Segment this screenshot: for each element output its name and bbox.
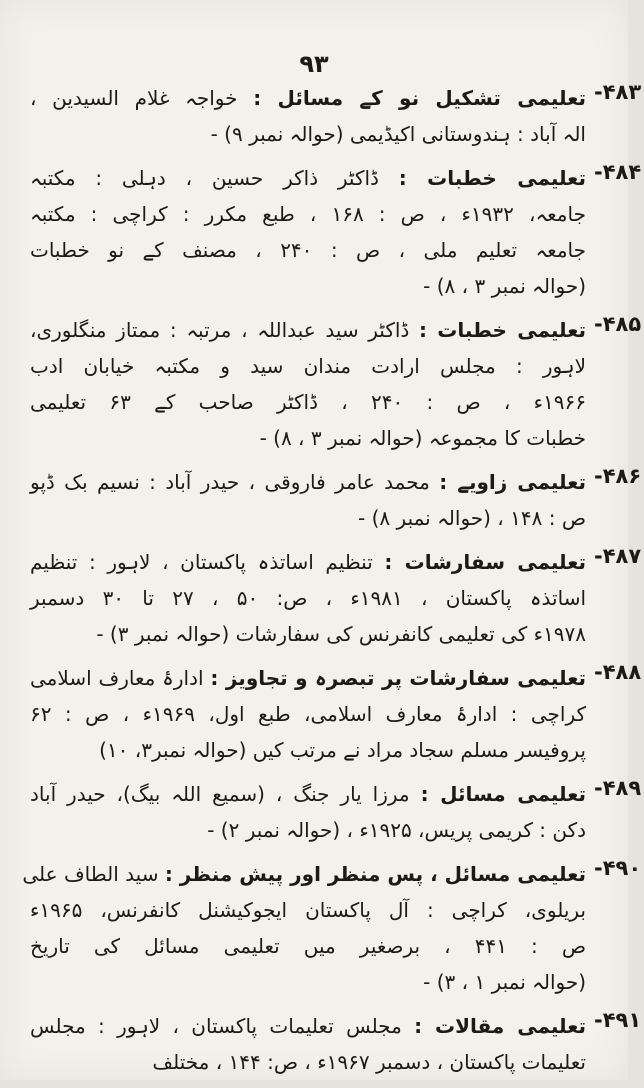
entry-text: مرزا یار جنگ ، (سمیع اللہ بیگ)، حیدر آباد	[30, 782, 421, 806]
entry-line	[30, 892, 586, 928]
bibliography-entry	[22, 856, 642, 1000]
entry-line	[30, 812, 586, 848]
bibliography-entry	[30, 464, 642, 536]
entry-line	[30, 696, 586, 732]
entry-line	[30, 616, 586, 652]
entry-title: تعلیمی سفارشات :	[384, 550, 586, 574]
entry-line	[22, 856, 586, 892]
entry-text: ص : ۴۴۱ ، برصغیر میں تعلیمی مسائل کی تاریخ	[30, 934, 587, 958]
bibliography-entry	[30, 660, 642, 768]
entry-text: اساتذہ پاکستان ، ۱۹۸۱ء ، ص: ۵۰ ، ۲۷ تا ۳۰ دسمبر	[30, 586, 587, 610]
entry-line	[30, 268, 586, 304]
entry-text: الہ آباد : ہندوستانی اکیڈیمی (حوالہ نمبر ۹) -	[210, 122, 586, 146]
entry-text: جامعہ، ۱۹۳۲ء ، ص : ۱۶۸ ، طبع مکرر : کراچی : مکتبہ	[30, 202, 586, 226]
entry-text: خواجہ غلام السیدین ،	[30, 86, 254, 110]
bibliography-entry	[30, 80, 642, 152]
entry-number: ۴۸۳-	[594, 80, 642, 104]
entry-line	[30, 384, 586, 420]
entry-text: ڈاکٹر ذاکر حسین ، دہلی : مکتبہ	[30, 166, 399, 190]
page-number: ۹۳	[299, 50, 329, 78]
entry-line	[30, 732, 586, 768]
entry-title: تعلیمی خطبات :	[419, 318, 586, 342]
entry-line	[30, 348, 586, 384]
entry-line	[30, 464, 586, 500]
entry-line	[30, 1008, 586, 1044]
entry-title: تعلیمی مسائل ، پس منظر اور پیش منظر :	[164, 862, 586, 886]
entry-text: لاہور : مجلس ارادت مندان سید و مکتبہ خیابان ادب	[30, 354, 586, 378]
entry-line	[30, 660, 586, 696]
entry-text: تعلیمات پاکستان ، دسمبر ۱۹۶۷ء ، ص: ۱۴۴ ، مختلف	[152, 1050, 586, 1074]
entry-line	[30, 420, 586, 456]
entry-line	[30, 116, 586, 152]
entry-text: پروفیسر مسلم سجاد مراد نے مرتب کیں (حوالہ نمبر۳، ۱۰)	[99, 738, 586, 762]
entry-number: ۴۸۸-	[594, 660, 642, 684]
entry-text: خطبات کا مجموعہ (حوالہ نمبر ۳ ، ۸) -	[259, 426, 586, 450]
entry-text: ص : ۱۴۸ ، (حوالہ نمبر ۸) -	[358, 506, 586, 530]
entry-line	[30, 500, 586, 536]
entry-title: تعلیمی تشکیل نو کے مسائل :	[253, 86, 586, 110]
entry-text: مجلس تعلیمات پاکستان ، لاہور : مجلس	[30, 1014, 415, 1038]
entry-line	[30, 196, 586, 232]
entry-text: محمد عامر فاروقی ، حیدر آباد : نسیم بک ڈپو	[30, 470, 440, 494]
entry-text: جامعہ تعلیم ملی ، ص : ۲۴۰ ، مصنف کے نو خطبات	[30, 238, 586, 262]
entry-number: ۴۸۵-	[594, 312, 642, 336]
entry-title: تعلیمی مقالات :	[414, 1014, 586, 1038]
entry-line	[30, 544, 586, 580]
entry-line	[30, 928, 586, 964]
entry-number: ۴۸۷-	[594, 544, 642, 568]
entry-title: تعلیمی زاویے :	[439, 470, 586, 494]
entry-line	[30, 80, 586, 116]
entry-text: (حوالہ نمبر ۱ ، ۳) -	[423, 970, 586, 994]
entry-line	[30, 1044, 586, 1080]
entry-number: ۴۸۴-	[594, 160, 642, 184]
entry-text: (حوالہ نمبر ۳ ، ۸) -	[423, 274, 586, 298]
entry-line	[30, 776, 586, 812]
entry-text: سید الطاف علی	[22, 862, 165, 886]
entry-title: تعلیمی سفارشات پر تبصرہ و تجاویز :	[210, 666, 586, 690]
entry-text: ڈاکٹر سید عبداللہ ، مرتبہ : ممتاز منگلوری،	[30, 318, 419, 342]
bibliography-entry	[30, 312, 642, 456]
entry-title: تعلیمی خطبات :	[398, 166, 586, 190]
bibliography-entry	[30, 544, 642, 652]
entry-text: تنظیم اساتذہ پاکستان ، لاہور : تنظیم	[30, 550, 385, 574]
entry-title: تعلیمی مسائل :	[420, 782, 586, 806]
entry-text: ۱۹۶۶ء ، ص : ۲۴۰ ، ڈاکٹر صاحب کے ۶۳ تعلیمی	[30, 390, 586, 414]
bibliography-entry	[30, 160, 642, 304]
entry-line	[30, 232, 586, 268]
entry-text: بریلوی، کراچی : آل پاکستان ایجوکیشنل کانفرنس، ۱۹۶۵ء	[30, 898, 586, 922]
entry-line	[30, 964, 586, 1000]
entry-line	[30, 580, 586, 616]
entry-number: ۴۸۹-	[594, 776, 642, 800]
entry-text: ادارۂ معارف اسلامی	[30, 666, 211, 690]
entry-line	[30, 160, 586, 196]
bibliography-list	[22, 80, 642, 1088]
entry-number: ۴۹۱-	[594, 1008, 642, 1032]
entry-text: کراچی : ادارۂ معارف اسلامی، طبع اول، ۱۹۶۹ء ، ص : ۶۲	[30, 702, 586, 726]
bibliography-entry	[30, 1008, 642, 1080]
entry-text: ۱۹۷۸ء کی تعلیمی کانفرنس کی سفارشات (حوالہ نمبر ۳) -	[96, 622, 586, 646]
bibliography-entry	[30, 776, 642, 848]
entry-number: ۴۸۶-	[594, 464, 642, 488]
entry-text: دکن : کریمی پریس، ۱۹۲۵ء ، (حوالہ نمبر ۲) -	[207, 818, 586, 842]
entry-number: ۴۹۰-	[594, 856, 642, 880]
entry-line	[30, 312, 586, 348]
